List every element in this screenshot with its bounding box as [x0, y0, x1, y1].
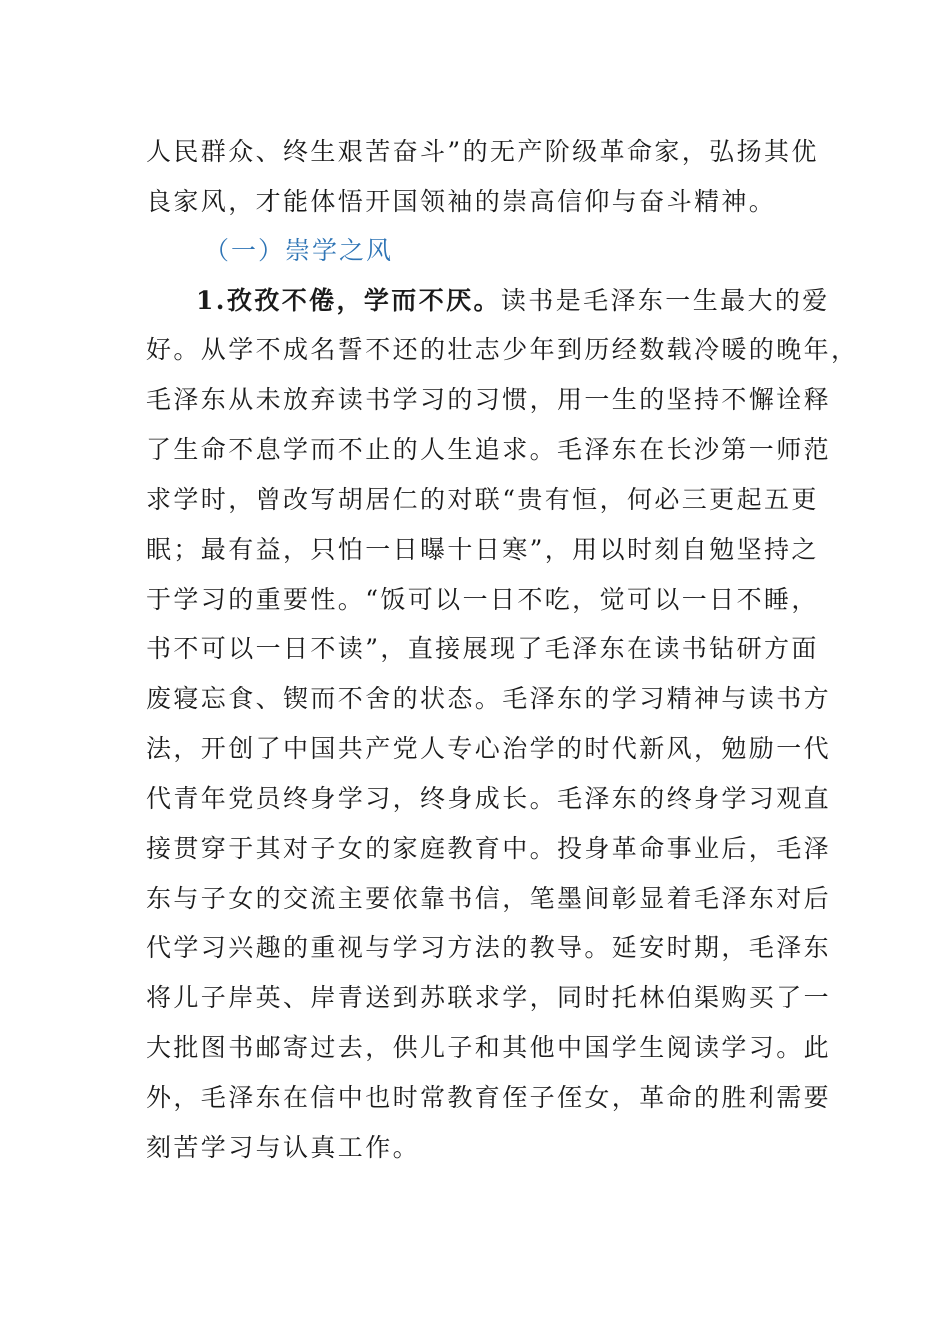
intro-line-2: 良家风，才能体悟开国领袖的崇高信仰与奋斗精神。	[146, 187, 777, 216]
section-heading: （一）崇学之风	[204, 236, 394, 265]
para-line: 代学习兴趣的重视与学习方法的教导。延安时期，毛泽东	[146, 933, 832, 962]
para-line: 东与子女的交流主要依靠书信，笔墨间彰显着毛泽东对后	[146, 884, 832, 913]
para-line: 刻苦学习与认真工作。	[146, 1133, 421, 1162]
para-line: 接贯穿于其对子女的家庭教育中。投身革命事业后，毛泽	[146, 834, 832, 863]
para-line: 毛泽东从未放弃读书学习的习惯，用一生的坚持不懈诠释	[146, 385, 832, 414]
para-line: 好。从学不成名誓不还的壮志少年到历经数载冷暖的晚年，	[146, 335, 859, 364]
para-lead-bold: 1.孜孜不倦，学而不厌。	[196, 286, 501, 315]
para-line: 外，毛泽东在信中也时常教育侄子侄女，革命的胜利需要	[146, 1083, 832, 1112]
para-lead-rest: 读书是毛泽东一生最大的爱	[500, 286, 830, 315]
para-line: 废寝忘食、锲而不舍的状态。毛泽东的学习精神与读书方	[146, 684, 832, 713]
para-line: 大批图书邮寄过去，供儿子和其他中国学生阅读学习。此	[146, 1033, 832, 1062]
para-lead-line	[196, 286, 830, 316]
para-line: 于学习的重要性。“饭可以一日不吃，觉可以一日不睡，	[146, 585, 819, 614]
para-line: 法，开创了中国共产党人专心治学的时代新风，勉励一代	[146, 734, 832, 763]
para-line: 了生命不息学而不止的人生追求。毛泽东在长沙第一师范	[146, 435, 832, 464]
para-line: 代青年党员终身学习，终身成长。毛泽东的终身学习观直	[146, 784, 832, 813]
para-line: 书不可以一日不读”，直接展现了毛泽东在读书钻研方面	[146, 634, 819, 663]
para-line: 将儿子岸英、岸青送到苏联求学，同时托林伯渠购买了一	[146, 983, 832, 1012]
para-line: 眠；最有益，只怕一日曝十日寒”，用以时刻自勉坚持之	[146, 535, 819, 564]
para-line: 求学时，曾改写胡居仁的对联“贵有恒，何必三更起五更	[146, 485, 819, 514]
intro-line-1: 人民群众、终生艰苦奋斗”的无产阶级革命家，弘扬其优	[146, 137, 819, 166]
